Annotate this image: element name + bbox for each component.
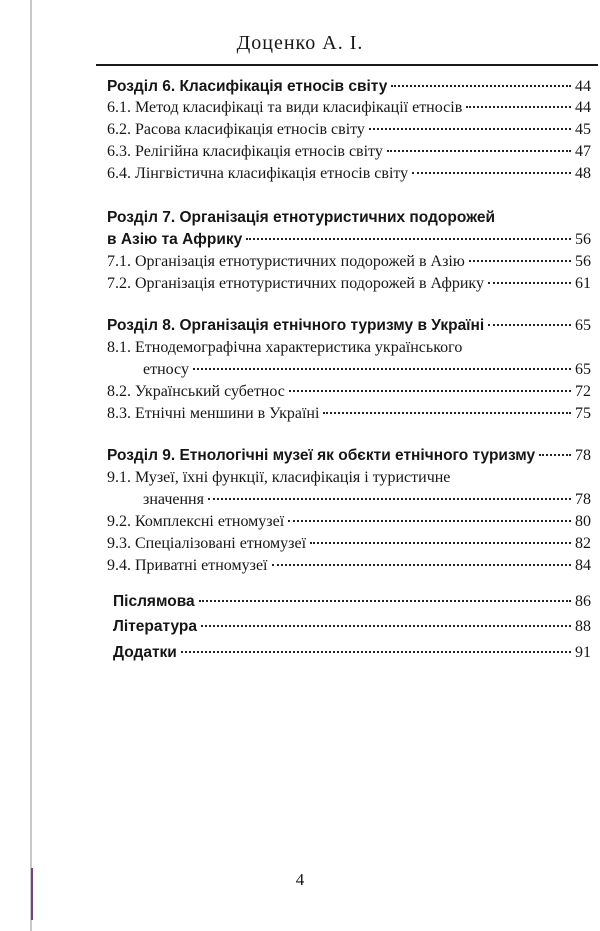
toc-entry-appendices[interactable] xyxy=(113,642,591,663)
toc-entry-7-2[interactable] xyxy=(107,273,591,294)
toc-entry-page: 78 xyxy=(575,447,591,464)
toc-entry-page: 91 xyxy=(575,644,591,661)
toc-entry-6-2[interactable] xyxy=(107,119,591,140)
toc-entry-title: 8.2. Український субетнос xyxy=(107,383,285,400)
toc-entry-8-3[interactable] xyxy=(107,403,591,424)
toc-entry-title: 7.2. Організація етнотуристичних подорожей в Африку xyxy=(107,275,484,292)
toc-entry-page: 56 xyxy=(575,231,591,248)
toc-entry-6-3[interactable] xyxy=(107,141,591,162)
toc-entry-page: 80 xyxy=(575,513,591,530)
toc-entry-chapter-9[interactable] xyxy=(107,445,591,466)
leader-dots xyxy=(488,324,571,326)
toc-entry-page: 45 xyxy=(575,121,591,138)
toc-entry-page: 65 xyxy=(575,317,591,334)
leader-dots xyxy=(288,520,571,522)
toc-entry-title: 7.1. Організація етнотуристичних подорожей в Азію xyxy=(107,253,465,270)
leader-dots xyxy=(199,600,571,602)
toc-entry-title: Розділ 8. Організація етнічного туризму в Україні xyxy=(107,317,485,334)
toc-entry-9-2[interactable] xyxy=(107,511,591,532)
toc-entry-page: 61 xyxy=(575,275,591,292)
toc-entry-title: в Азію та Африку xyxy=(107,231,243,248)
leader-dots xyxy=(193,368,571,370)
toc-entry-9-4[interactable] xyxy=(107,555,591,576)
leader-dots xyxy=(539,454,571,456)
toc-entry-chapter-7[interactable] xyxy=(107,229,591,250)
toc-entry-page: 88 xyxy=(575,618,591,635)
toc-entry-page: 56 xyxy=(575,253,591,270)
toc-entry-title: 9.2. Комплексні етномузеї xyxy=(107,513,285,530)
leader-dots xyxy=(391,85,571,87)
leader-dots xyxy=(387,150,571,152)
leader-dots xyxy=(181,651,571,653)
toc-entry-title: 9.4. Приватні етномузеї xyxy=(107,557,268,574)
toc-entry-title: Література xyxy=(113,618,197,635)
header-rule xyxy=(96,64,598,66)
leader-dots xyxy=(369,128,571,130)
toc-entry-7-1[interactable] xyxy=(107,251,591,272)
page-edge-shadow xyxy=(30,0,32,931)
toc-entry-literature[interactable] xyxy=(113,616,591,637)
toc-entry-page: 78 xyxy=(575,491,591,508)
toc-entry-page: 86 xyxy=(575,593,591,610)
toc-entry-page: 44 xyxy=(575,99,591,116)
toc-entry-6-1[interactable] xyxy=(107,97,591,118)
leader-dots xyxy=(208,498,571,500)
toc-entry-9-1[interactable] xyxy=(143,489,591,510)
toc-entry-title: 6.2. Расова класифікація етносів світу xyxy=(107,121,365,138)
running-head: Доценко А. І. xyxy=(236,32,364,54)
toc-entry-title: Післямова xyxy=(113,593,195,610)
toc-entry-8-1-line1: 8.1. Етнодемографічна характеристика українського xyxy=(107,339,463,356)
leader-dots xyxy=(466,106,571,108)
toc-entry-title: Розділ 6. Класифікація етносів світу xyxy=(107,78,388,95)
toc-entry-page: 84 xyxy=(575,557,591,574)
page-number: 4 xyxy=(295,870,305,889)
toc-entry-title: Розділ 9. Етнологічні музеї як обєкти етнічного туризму xyxy=(107,447,536,464)
toc-entry-chapter-7-line1: Розділ 7. Організація етнотуристичних подорожей xyxy=(107,209,496,226)
toc-entry-title: 6.4. Лінгвістична класифікація етносів світу xyxy=(107,165,409,182)
toc-entry-page: 48 xyxy=(575,165,591,182)
toc-entry-page: 72 xyxy=(575,383,591,400)
toc-entry-chapter-8[interactable] xyxy=(107,315,591,336)
toc-entry-title: 6.3. Релігійна класифікація етносів світу xyxy=(107,143,383,160)
toc-entry-title: Додатки xyxy=(113,644,177,661)
toc-entry-title: 9.3. Спеціалізовані етномузеї xyxy=(107,535,307,552)
toc-entry-title: 8.3. Етнічні меншини в Україні xyxy=(107,405,320,422)
toc-entry-8-1[interactable] xyxy=(143,359,591,380)
toc-entry-page: 82 xyxy=(575,535,591,552)
toc-entry-9-1-line1: 9.1. Музеї, їхні функції, класифікація і туристичне xyxy=(107,469,451,486)
toc-entry-title: значення xyxy=(143,491,204,508)
leader-dots xyxy=(272,564,572,566)
toc-entry-8-2[interactable] xyxy=(107,381,591,402)
toc-entry-afterword[interactable] xyxy=(113,591,591,612)
leader-dots xyxy=(201,625,571,627)
leader-dots xyxy=(488,282,571,284)
toc-entry-chapter-6[interactable] xyxy=(107,76,591,97)
leader-dots xyxy=(469,260,571,262)
toc-entry-title: етносу xyxy=(143,361,189,378)
leader-dots xyxy=(323,412,571,414)
toc-entry-page: 47 xyxy=(575,143,591,160)
toc-entry-page: 44 xyxy=(575,78,591,95)
leader-dots xyxy=(310,542,571,544)
toc-entry-9-3[interactable] xyxy=(107,533,591,554)
toc-entry-page: 75 xyxy=(575,405,591,422)
toc-entry-title: 6.1. Метод класифікаці та види класифікації етносів xyxy=(107,99,463,116)
leader-dots xyxy=(412,172,571,174)
toc-entry-page: 65 xyxy=(575,361,591,378)
toc-entry-6-4[interactable] xyxy=(107,163,591,184)
leader-dots xyxy=(289,390,571,392)
leader-dots xyxy=(246,238,571,240)
